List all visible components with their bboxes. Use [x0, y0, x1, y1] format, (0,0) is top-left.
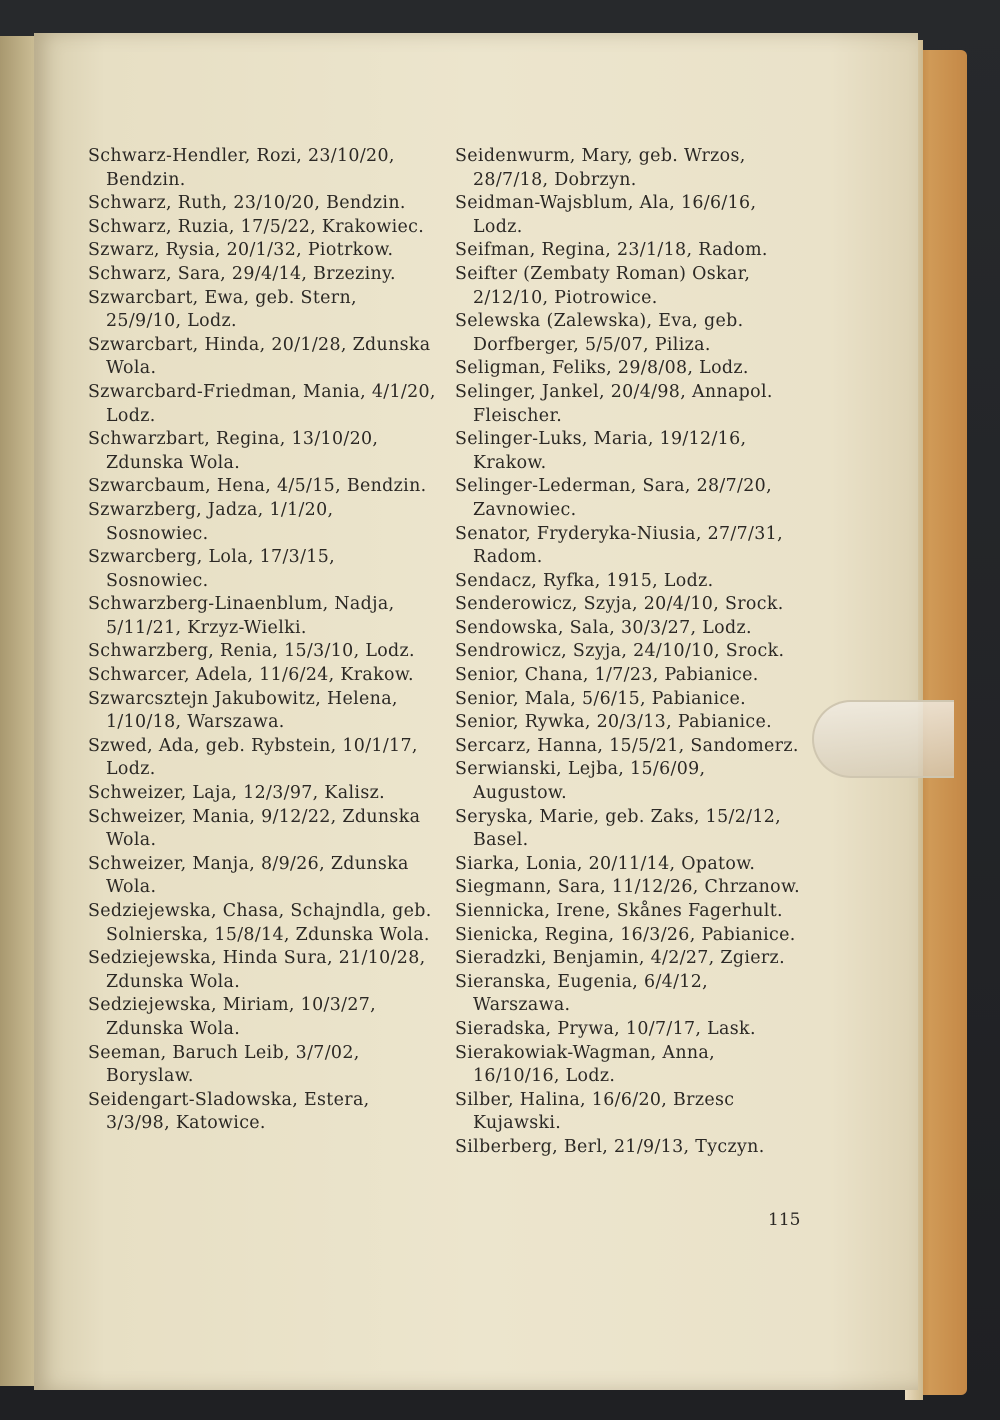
- page-number: 115: [768, 1210, 801, 1230]
- name-entry: Sieranska, Eugenia, 6/4/12, Warszawa.: [455, 971, 708, 1016]
- name-entry: Szwarcsztejn Jakubowitz, Helena, 1/10/18, Warszawa.: [88, 688, 398, 733]
- name-entry: Seifter (Zembaty Roman) Oskar, 2/12/10, Piotrowice.: [455, 263, 751, 308]
- name-entry: Sieradska, Prywa, 10/7/17, Lask.: [455, 1018, 756, 1039]
- name-entry: Seidenwurm, Mary, geb. Wrzos, 28/7/18, Dobrzyn.: [455, 146, 746, 190]
- name-entry: Szwarzberg, Jadza, 1/1/20, Sosnowiec.: [88, 499, 334, 544]
- name-entry: Seeman, Baruch Leib, 3/7/02, Boryslaw.: [88, 1042, 360, 1087]
- name-entry: Seidman-Wajsblum, Ala, 16/6/16, Lodz.: [455, 193, 757, 237]
- name-entry: Silber, Halina, 16/6/20, Brzesc Kujawski.: [455, 1089, 735, 1134]
- name-entry: Sedziejewska, Hinda Sura, 21/10/28, Zdunska Wola.: [88, 948, 426, 992]
- name-entry: Sendacz, Ryfka, 1915, Lodz.: [455, 570, 714, 591]
- name-entry: Schwarzbart, Regina, 13/10/20, Zdunska Wola.: [88, 429, 379, 473]
- name-entry: Schwarz, Sara, 29/4/14, Brzeziny.: [88, 263, 396, 284]
- name-entry: Sienicka, Regina, 16/3/26, Pabianice.: [455, 924, 796, 945]
- name-entry: Selinger-Luks, Maria, 19/12/16, Krakow.: [455, 429, 747, 473]
- name-entry: Senderowicz, Szyja, 20/4/10, Srock.: [455, 594, 784, 615]
- name-entry: Silberberg, Berl, 21/9/13, Tyczyn.: [455, 1136, 765, 1157]
- name-entry: Schwarzberg, Renia, 15/3/10, Lodz.: [88, 641, 415, 662]
- name-entry: Szwarcbaum, Hena, 4/5/15, Bendzin.: [88, 476, 427, 497]
- name-entry: Sercarz, Hanna, 15/5/21, Sandomerz.: [455, 735, 799, 756]
- name-entry: Seidengart-Sladowska, Estera, 3/3/98, Katowice.: [88, 1089, 370, 1134]
- name-entry: Schwarcer, Adela, 11/6/24, Krakow.: [88, 665, 414, 686]
- name-entry: Szwarcberg, Lola, 17/3/15, Sosnowiec.: [88, 547, 335, 591]
- name-entry: Senator, Fryderyka-Niusia, 27/7/31, Radom.: [455, 523, 783, 568]
- name-entry: Senior, Rywka, 20/3/13, Pabianice.: [455, 712, 773, 733]
- name-entry: Schwarz-Hendler, Rozi, 23/10/20, Bendzin.: [88, 146, 395, 190]
- name-entry: Schwarzberg-Linaenblum, Nadja, 5/11/21, Krzyz-Wielki.: [88, 594, 395, 638]
- name-entry: Seifman, Regina, 23/1/18, Radom.: [455, 240, 768, 261]
- name-entry: Sedziejewska, Miriam, 10/3/27, Zdunska Wola.: [88, 995, 377, 1039]
- paper-clip: [812, 700, 954, 778]
- name-entry: Schweizer, Laja, 12/3/97, Kalisz.: [88, 783, 385, 804]
- name-entry: Selinger, Jankel, 20/4/98, Annapol. Fleischer.: [455, 381, 773, 426]
- name-entry: Serwianski, Lejba, 15/6/09, Augustow.: [455, 759, 706, 804]
- name-entry: Schwarz, Ruzia, 17/5/22, Krakowiec.: [88, 216, 425, 237]
- name-entry: Senior, Chana, 1/7/23, Pabianice.: [455, 665, 759, 686]
- name-entry: Schweizer, Mania, 9/12/22, Zdunska Wola.: [88, 806, 421, 851]
- name-entry: Sieradzki, Benjamin, 4/2/27, Zgierz.: [455, 948, 785, 969]
- name-entry: Selinger-Lederman, Sara, 28/7/20, Zavnowiec.: [455, 476, 772, 520]
- name-entry: Sendrowicz, Szyja, 24/10/10, Srock.: [455, 641, 785, 662]
- name-entry: Sendowska, Sala, 30/3/27, Lodz.: [455, 617, 752, 638]
- name-entry: Siennicka, Irene, Skånes Fagerhult.: [455, 901, 783, 921]
- right-column: [455, 145, 805, 1160]
- name-entry: Schweizer, Manja, 8/9/26, Zdunska Wola.: [88, 853, 409, 898]
- name-entry: Siegmann, Sara, 11/12/26, Chrzanow.: [455, 877, 801, 898]
- name-entry: Szwed, Ada, geb. Rybstein, 10/1/17, Lodz.: [88, 735, 418, 780]
- name-entry: Seligman, Feliks, 29/8/08, Lodz.: [455, 358, 749, 379]
- name-entry: Szwarcbart, Hinda, 20/1/28, Zdunska Wola.: [88, 334, 431, 379]
- name-entry: Seryska, Marie, geb. Zaks, 15/2/12, Basel.: [455, 806, 782, 851]
- name-entry: Schwarz, Ruth, 23/10/20, Bendzin.: [88, 193, 406, 214]
- left-column: [88, 145, 438, 1136]
- name-entry: Szwarcbart, Ewa, geb. Stern, 25/9/10, Lodz.: [88, 287, 357, 332]
- name-entry: Siarka, Lonia, 20/11/14, Opatow.: [455, 853, 756, 874]
- name-entry: Szwarcbard-Friedman, Mania, 4/1/20, Lodz.: [88, 381, 436, 426]
- name-entry: Senior, Mala, 5/6/15, Pabianice.: [455, 688, 746, 709]
- name-entry: Sedziejewska, Chasa, Schajndla, geb. Solnierska, 15/8/14, Zdunska Wola.: [88, 901, 432, 945]
- name-entry: Sierakowiak-Wagman, Anna, 16/10/16, Lodz.: [455, 1042, 716, 1087]
- name-entry: Selewska (Zalewska), Eva, geb. Dorfberger, 5/5/07, Piliza.: [455, 311, 744, 355]
- name-entry: Szwarz, Rysia, 20/1/32, Piotrkow.: [88, 240, 394, 261]
